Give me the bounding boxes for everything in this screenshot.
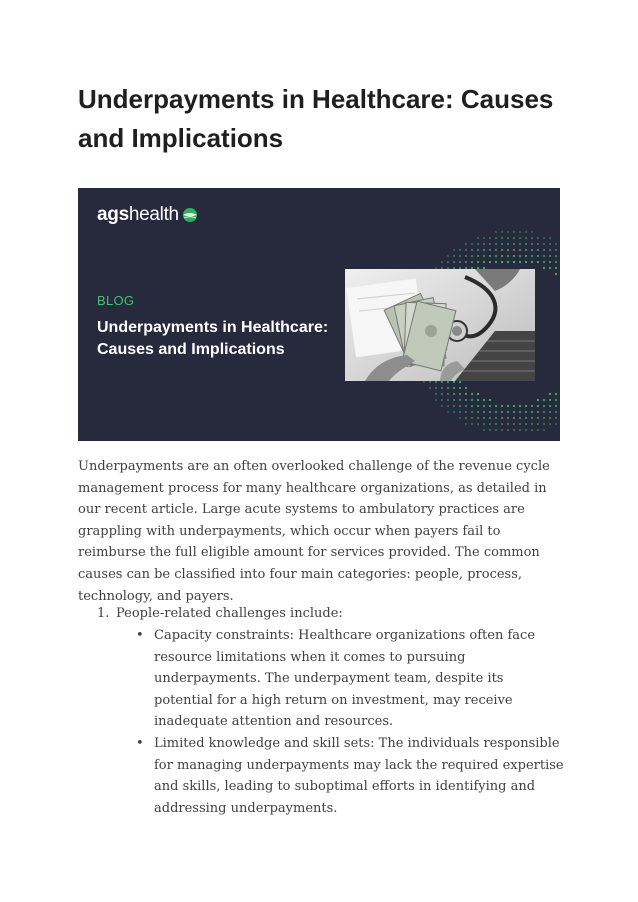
bullet-item xyxy=(136,733,566,819)
article-title: Underpayments in Healthcare: Causes and Implications xyxy=(78,84,554,153)
banner-title-line-2: Causes and Implications xyxy=(97,341,285,358)
bullet-text: Capacity constraints: Healthcare organizations often face resource limitations when it comes to pursuing underpayments. The underpayment team, despite its potential for a high return on investment, may receive inadequate attention and resources. xyxy=(154,628,536,730)
list-number: 1. xyxy=(97,606,110,621)
logo-text-regular: health xyxy=(128,204,179,225)
logo-mark-icon xyxy=(182,207,198,223)
logo-text-bold: ags xyxy=(97,204,129,225)
bullet-list xyxy=(136,625,566,819)
ags-health-logo xyxy=(97,204,198,226)
ordered-list-item-1 xyxy=(97,603,343,625)
bullet-text: Limited knowledge and skill sets: The individuals responsible for managing underpayments may lack the required expertise and skills, leading to suboptimal efforts in identifying and addressing underpayments. xyxy=(154,735,564,816)
blog-tag: BLOG xyxy=(97,293,135,308)
money-laptop-stethoscope-photo xyxy=(345,269,535,381)
banner-title xyxy=(97,317,347,361)
intro-paragraph: Underpayments are an often overlooked challenge of the revenue cycle management process for many healthcare organizations, as detailed in our recent article. Large acute systems to ambulatory practices are grappling with underpayments, which occur when payers fail to reimburse the full eligible amount for services provided. The common causes can be classified into four main categories: people, process, technology, and payers. xyxy=(78,459,550,604)
blog-banner-image xyxy=(78,188,560,441)
list-heading: People-related challenges include: xyxy=(116,606,343,621)
bullet-symbol: • xyxy=(136,628,144,643)
bullet-symbol: • xyxy=(136,735,144,751)
bullet-item xyxy=(136,625,566,733)
banner-title-line-1: Underpayments in Healthcare: xyxy=(97,319,329,336)
